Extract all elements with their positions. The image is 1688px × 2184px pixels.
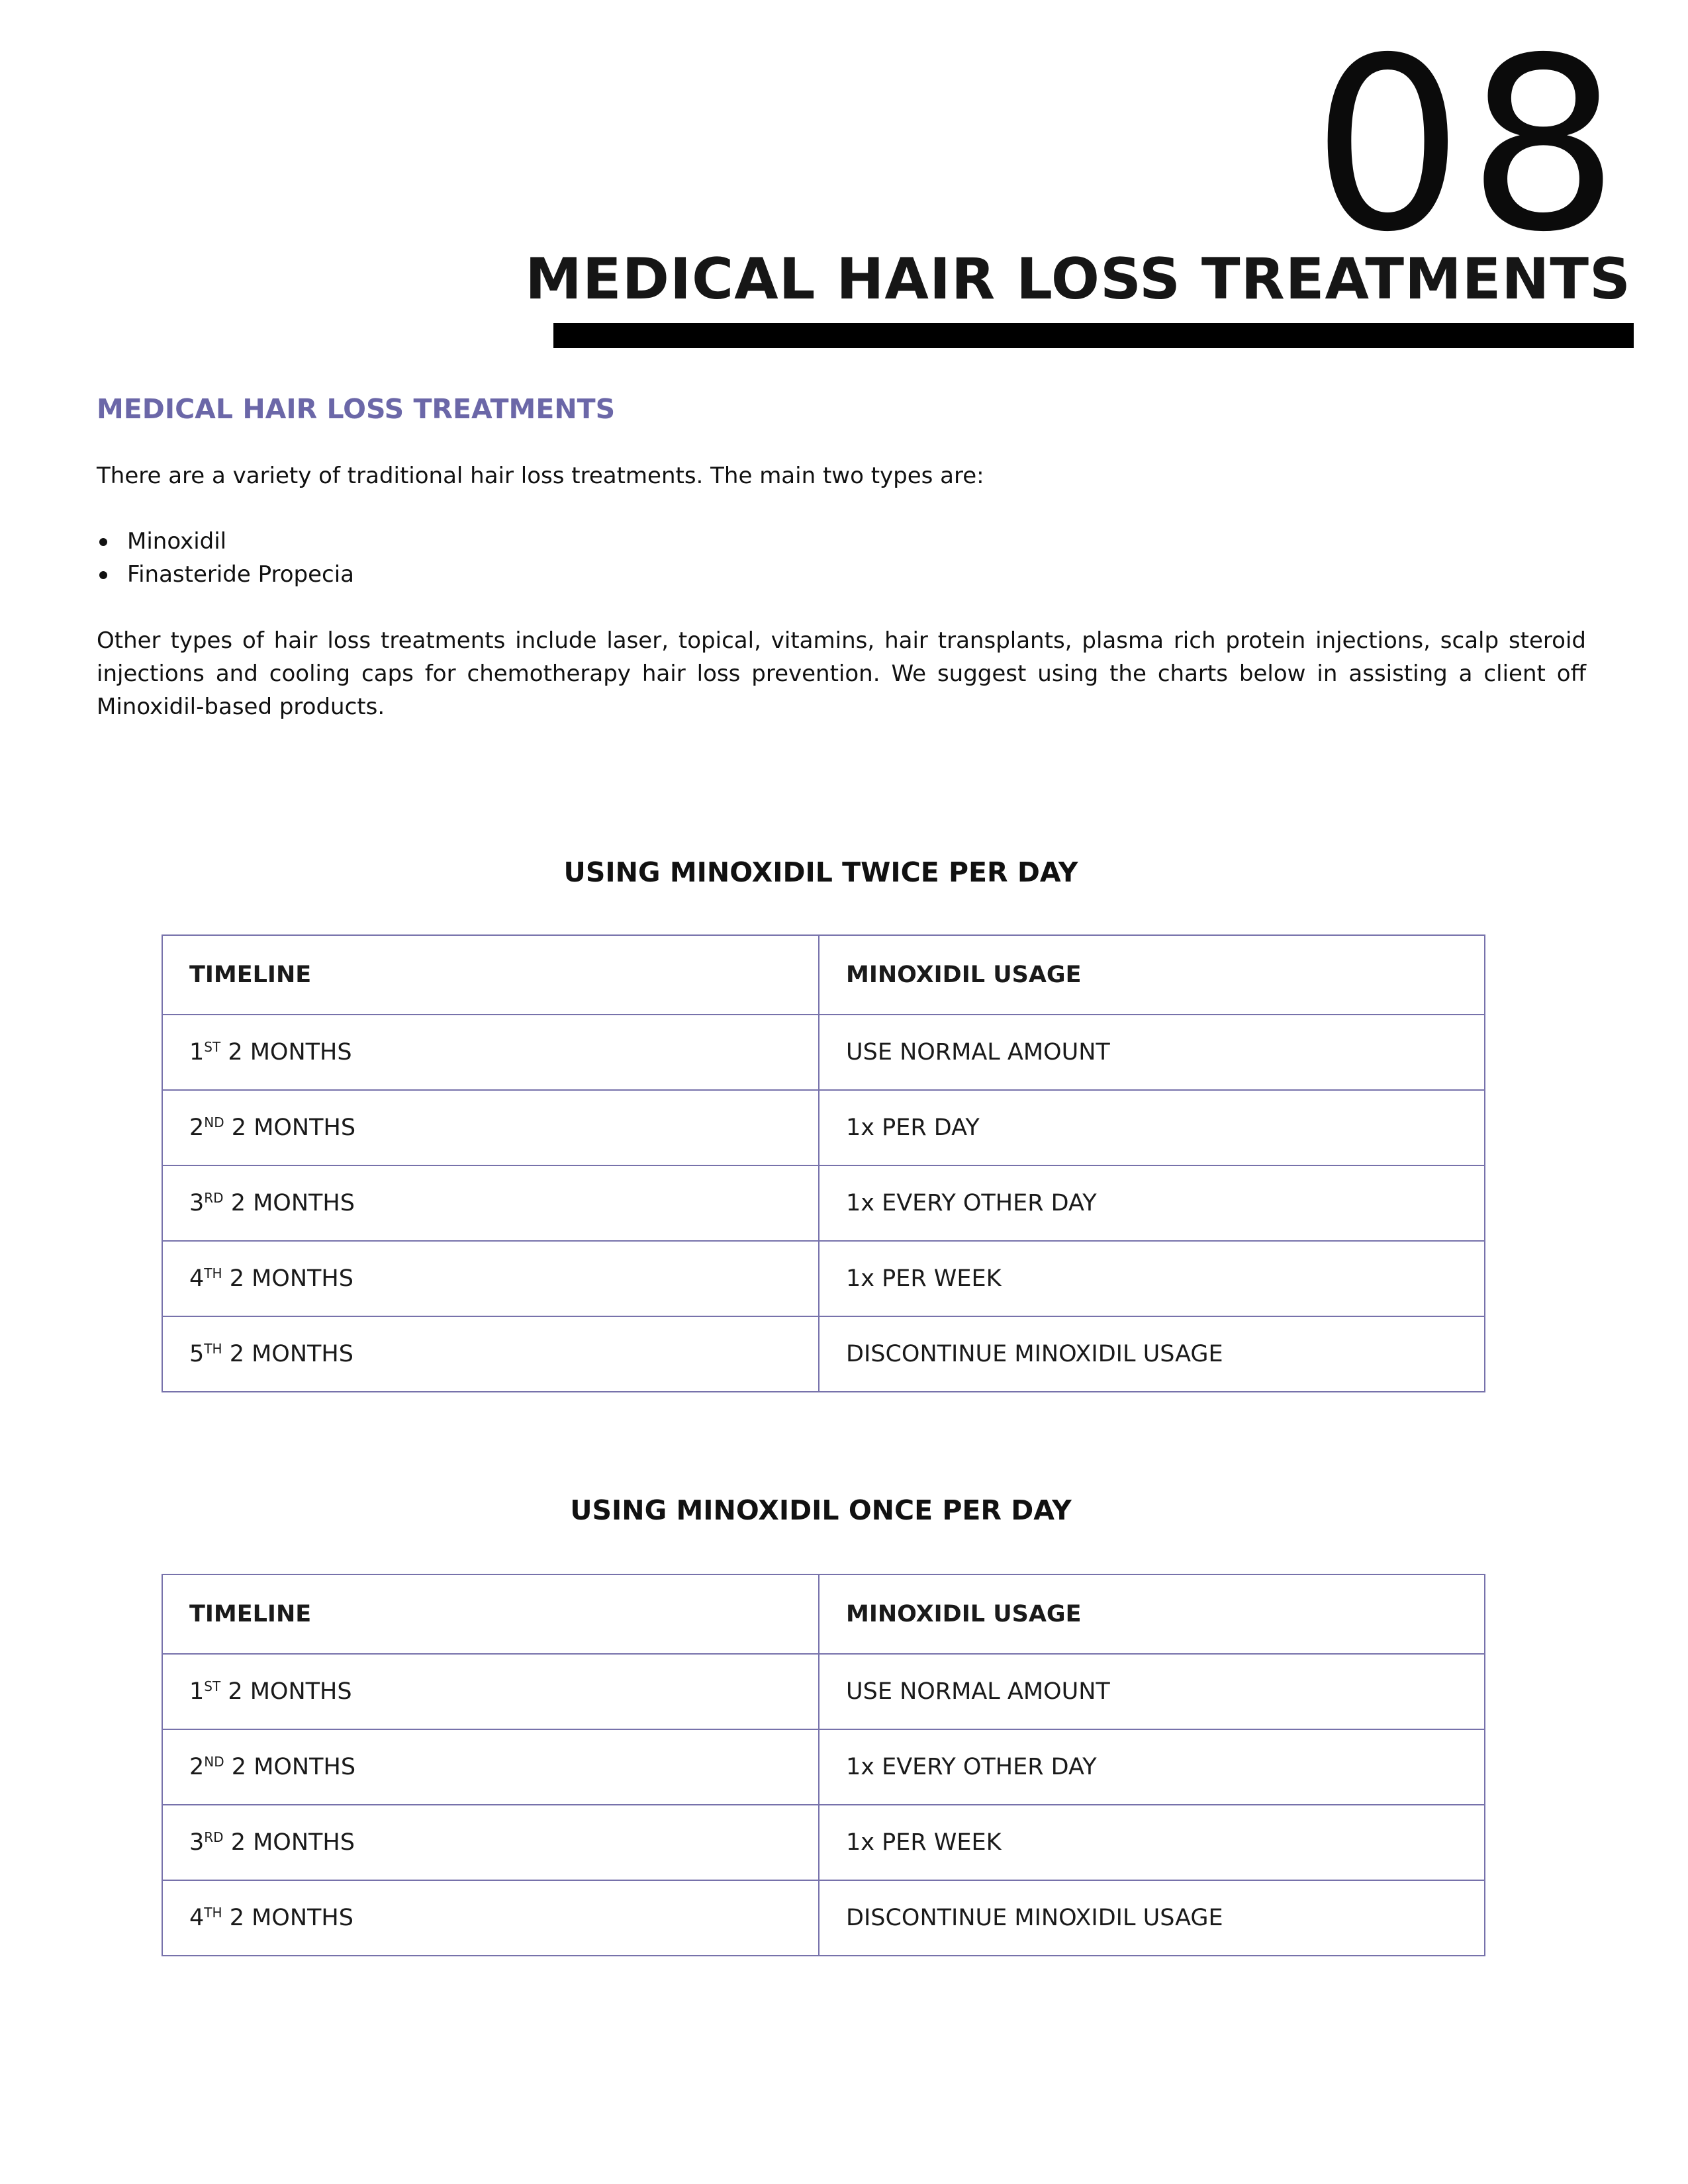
section-heading: MEDICAL HAIR LOSS TREATMENTS — [97, 393, 616, 425]
list-item: Finasteride Propecia — [97, 558, 354, 591]
usage-cell: USE NORMAL AMOUNT — [819, 1015, 1485, 1090]
table-header-row — [162, 935, 1485, 1015]
usage-header: MINOXIDIL USAGE — [819, 935, 1485, 1015]
table-row — [162, 1654, 1485, 1729]
body-paragraph: Other types of hair loss treatments include laser, topical, vitamins, hair transplants, plasma rich protein injections, scalp steroid injections and cooling caps for chemotherapy hair loss prevention. We suggest using the charts below in assisting a client off Minoxidil-based products. — [97, 627, 1586, 720]
timeline-cell: 5TH 2 MONTHS — [162, 1316, 819, 1392]
timeline-cell: 2ND 2 MONTHS — [162, 1729, 819, 1805]
table-row — [162, 1729, 1485, 1805]
usage-table-once-per-day — [162, 1574, 1485, 1956]
usage-cell: DISCONTINUE MINOXIDIL USAGE — [819, 1316, 1485, 1392]
intro-text: There are a variety of traditional hair loss treatments. The main two types are: — [97, 463, 984, 489]
timeline-cell: 3RD 2 MONTHS — [162, 1805, 819, 1880]
timeline-cell: 1ST 2 MONTHS — [162, 1654, 819, 1729]
usage-cell: 1x EVERY OTHER DAY — [819, 1165, 1485, 1241]
treatment-types-list — [97, 525, 354, 591]
chapter-number: 08 — [1311, 7, 1623, 284]
timeline-cell: 2ND 2 MONTHS — [162, 1090, 819, 1165]
list-item: Minoxidil — [97, 525, 354, 558]
timeline-cell: 3RD 2 MONTHS — [162, 1165, 819, 1241]
table-header-row — [162, 1574, 1485, 1654]
usage-cell: 1x PER WEEK — [819, 1805, 1485, 1880]
usage-cell: DISCONTINUE MINOXIDIL USAGE — [819, 1880, 1485, 1956]
chapter-title: MEDICAL HAIR LOSS TREATMENTS — [525, 246, 1631, 312]
table-row — [162, 1165, 1485, 1241]
timeline-cell: 1ST 2 MONTHS — [162, 1015, 819, 1090]
table-row — [162, 1015, 1485, 1090]
table-title-twice-per-day: USING MINOXIDIL TWICE PER DAY — [563, 856, 1078, 888]
title-underline-bar — [553, 323, 1634, 348]
usage-cell: 1x EVERY OTHER DAY — [819, 1729, 1485, 1805]
table-row — [162, 1805, 1485, 1880]
usage-header: MINOXIDIL USAGE — [819, 1574, 1485, 1654]
usage-cell: 1x PER WEEK — [819, 1241, 1485, 1316]
table-row — [162, 1316, 1485, 1392]
table-row — [162, 1090, 1485, 1165]
timeline-header: TIMELINE — [162, 1574, 819, 1654]
usage-cell: USE NORMAL AMOUNT — [819, 1654, 1485, 1729]
table-row — [162, 1241, 1485, 1316]
usage-cell: 1x PER DAY — [819, 1090, 1485, 1165]
table-row — [162, 1880, 1485, 1956]
usage-table-twice-per-day — [162, 934, 1485, 1392]
timeline-cell: 4TH 2 MONTHS — [162, 1241, 819, 1316]
timeline-header: TIMELINE — [162, 935, 819, 1015]
table-title-once-per-day: USING MINOXIDIL ONCE PER DAY — [570, 1494, 1072, 1526]
timeline-cell: 4TH 2 MONTHS — [162, 1880, 819, 1956]
